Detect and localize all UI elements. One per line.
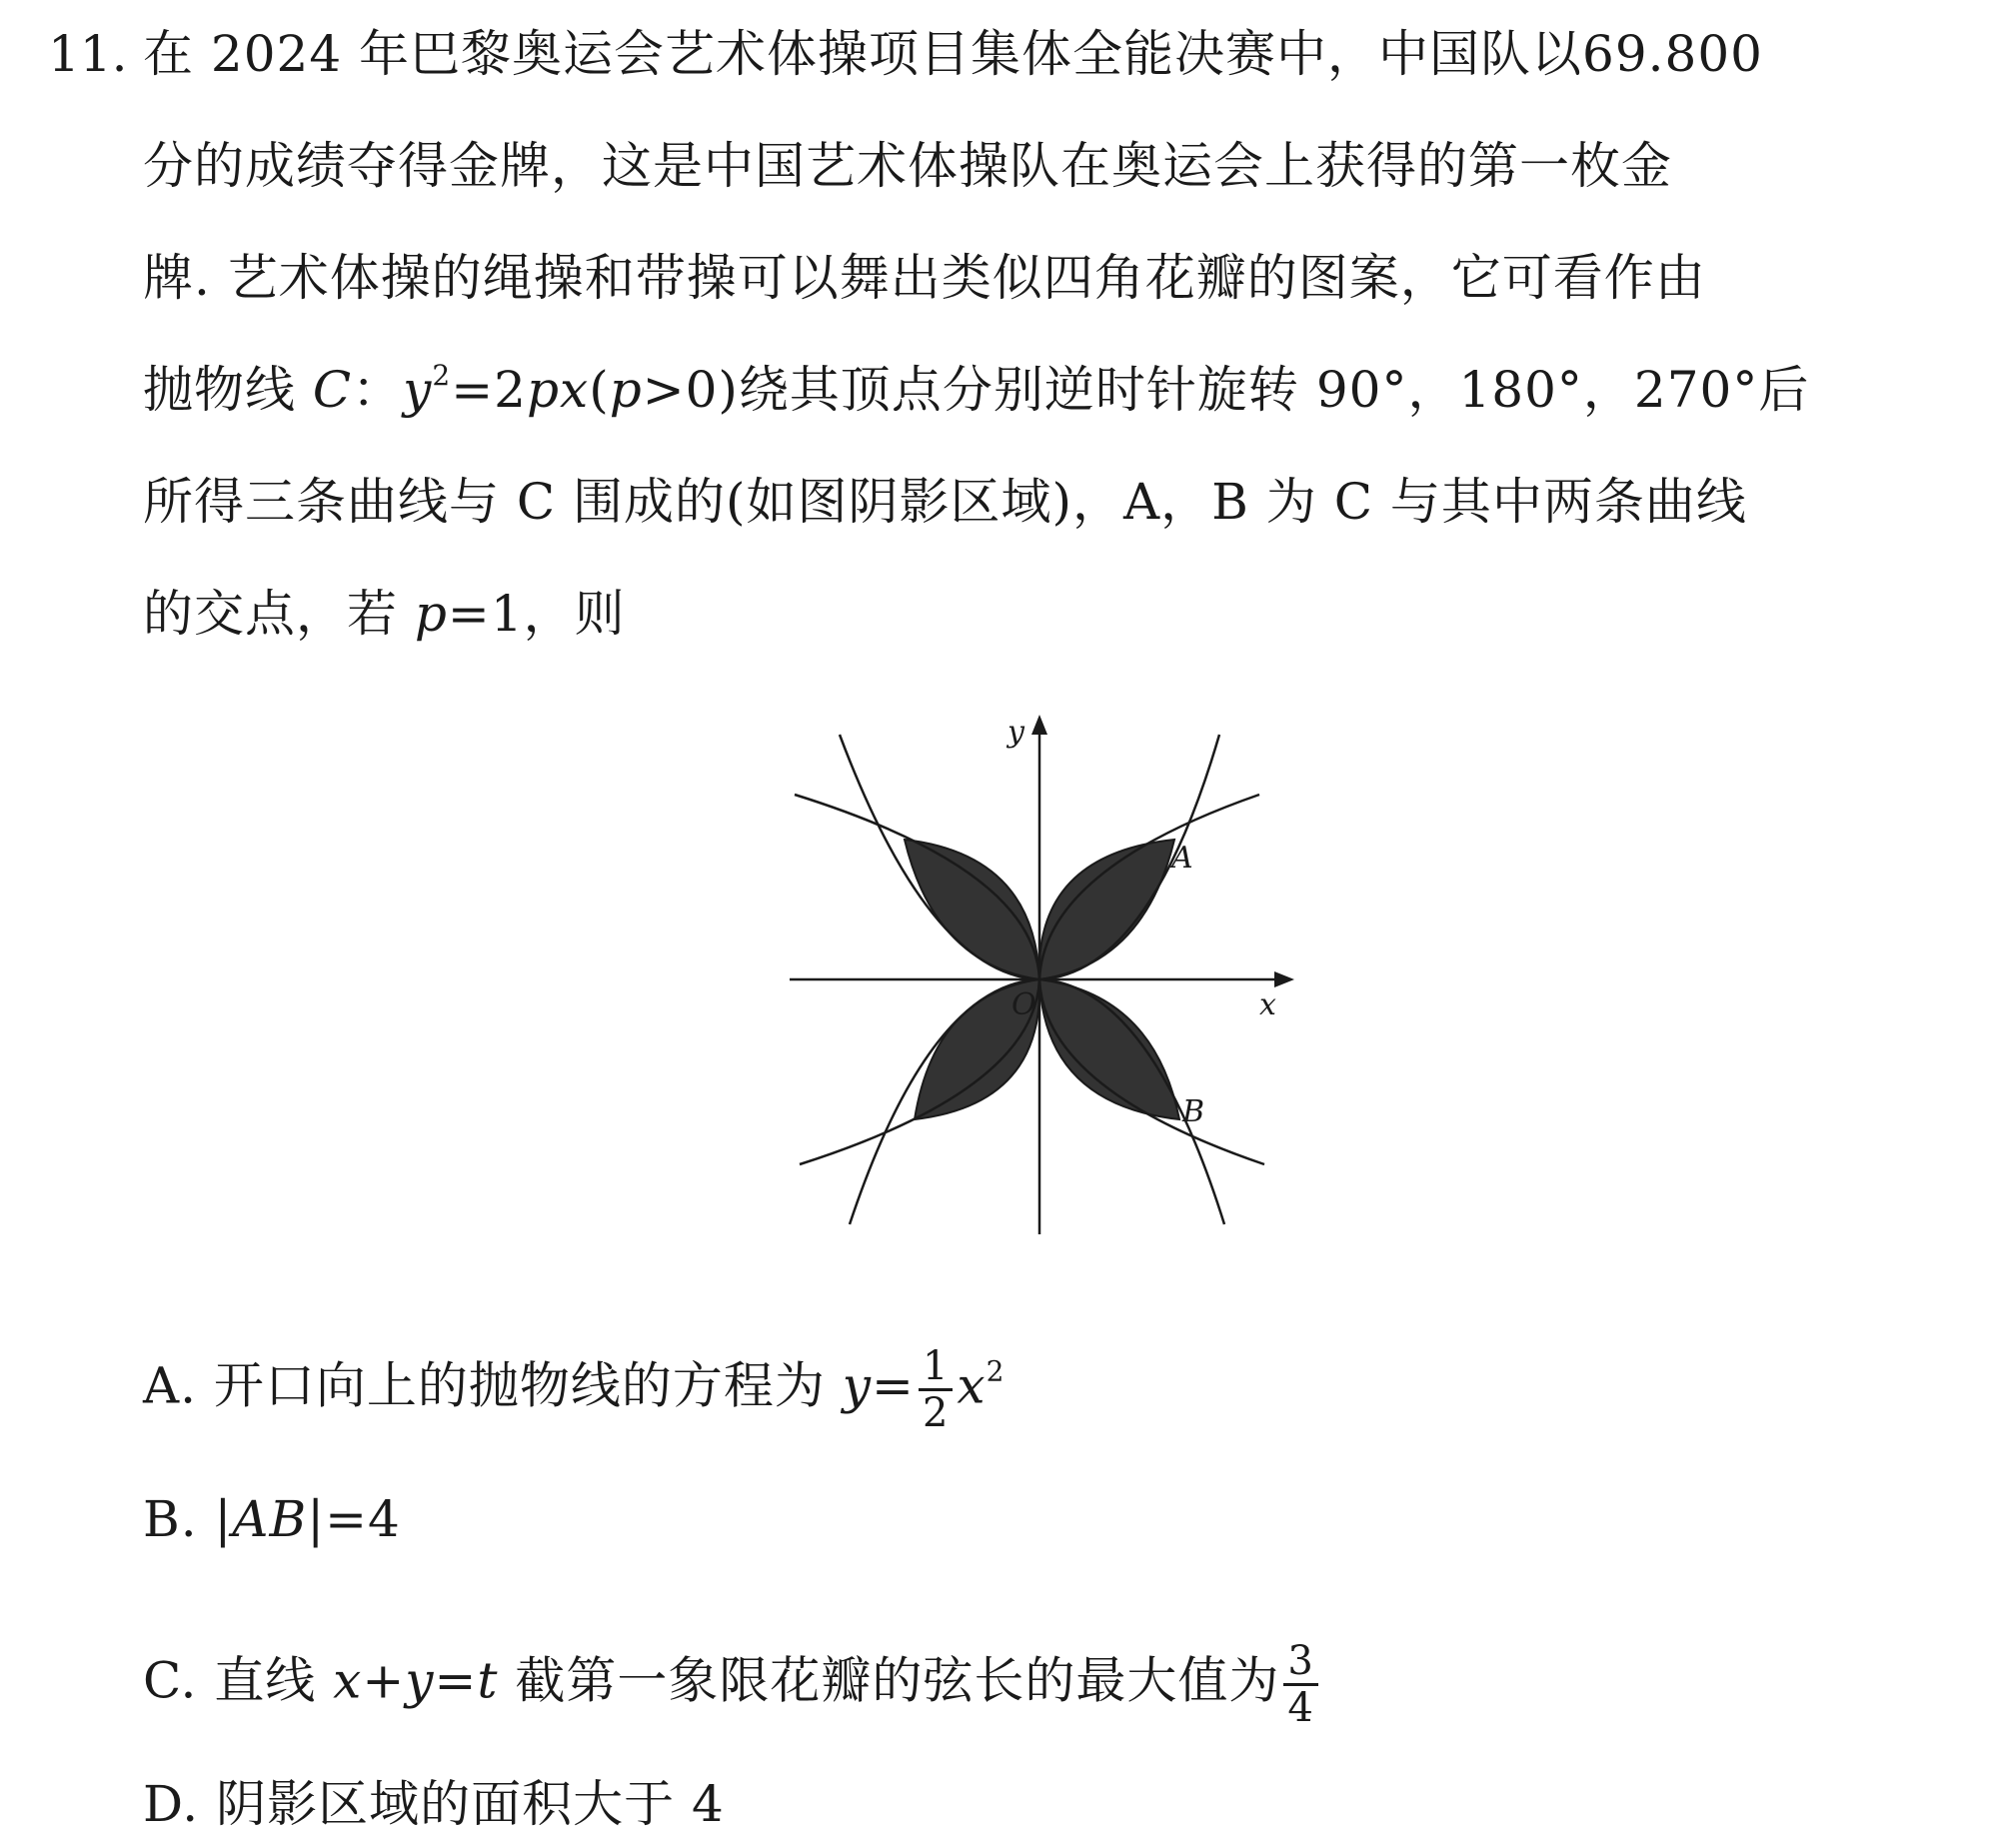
option-c-fraction	[1283, 1639, 1317, 1730]
option-a-prefix: A. 开口向上的抛物线的方程为	[143, 1356, 843, 1415]
y-axis-label: y	[1007, 715, 1024, 750]
line4-colon: ：	[352, 361, 404, 419]
question-line-6	[143, 584, 626, 644]
option-c-den: 4	[1287, 1685, 1314, 1731]
option-a-x: x	[957, 1356, 987, 1415]
var-p: p	[609, 361, 643, 419]
petal-figure	[780, 710, 1299, 1249]
option-c-expr: x+y=t	[333, 1651, 499, 1710]
var-px: px	[526, 361, 590, 419]
question-line-4	[143, 360, 1809, 420]
paren-open: (	[589, 361, 610, 419]
option-d[interactable]: D. 阴影区域的面积大于 4	[143, 1775, 725, 1833]
option-a-y: y	[842, 1356, 873, 1415]
exponent: 2	[432, 359, 452, 392]
option-a-eq: =	[872, 1356, 915, 1415]
y-axis-arrow	[1031, 715, 1047, 735]
option-c-num: 3	[1283, 1639, 1317, 1686]
point-a-label: A	[1171, 841, 1193, 876]
var-y: y	[403, 361, 433, 419]
origin-label: O	[1011, 987, 1036, 1022]
petal-q2	[905, 840, 1039, 979]
x-axis-arrow	[1274, 971, 1294, 987]
var-p-2: p	[414, 585, 448, 643]
question-line-3: 牌. 艺术体操的绳操和带操可以舞出类似四角花瓣的图案，它可看作由	[143, 249, 1706, 307]
x-axis-label: x	[1259, 987, 1276, 1022]
line6-post: =1，则	[447, 585, 626, 643]
option-a-fraction	[919, 1344, 953, 1435]
option-a-den: 2	[922, 1390, 950, 1436]
option-b-prefix: B.	[143, 1490, 215, 1548]
line4-pre: 抛物线	[143, 361, 313, 419]
petal-q1	[1039, 840, 1174, 979]
option-c[interactable]	[143, 1639, 1322, 1730]
figure-svg	[780, 710, 1299, 1249]
option-a-exp: 2	[986, 1354, 1005, 1388]
option-a[interactable]	[143, 1344, 1004, 1435]
option-b-expr: |AB|	[214, 1490, 326, 1548]
question-line-1: 在 2024 年巴黎奥运会艺术体操项目集体全能决赛中，中国队以69.800	[143, 25, 1763, 83]
option-c-post: 截第一象限花瓣的弦长的最大值为	[498, 1651, 1280, 1710]
point-b-label: B	[1182, 1094, 1205, 1129]
option-b-post: =4	[325, 1490, 401, 1548]
curve-name: C	[312, 361, 353, 419]
line6-pre: 的交点，若	[143, 585, 415, 643]
option-b[interactable]	[143, 1489, 401, 1549]
option-c-prefix: C. 直线	[143, 1651, 334, 1710]
petal-q4	[1039, 979, 1179, 1119]
question-line-5: 所得三条曲线与 C 围成的(如图阴影区域)，A，B 为 C 与其中两条曲线	[143, 473, 1747, 531]
line4-rest: >0)绕其顶点分别逆时针旋转 90°，180°，270°后	[642, 361, 1810, 419]
question-line-2: 分的成绩夺得金牌，这是中国艺术体操队在奥运会上获得的第一枚金	[143, 137, 1672, 195]
equals-two: =2	[451, 361, 527, 419]
option-a-num: 1	[919, 1344, 953, 1391]
question-number: 11.	[48, 25, 128, 83]
